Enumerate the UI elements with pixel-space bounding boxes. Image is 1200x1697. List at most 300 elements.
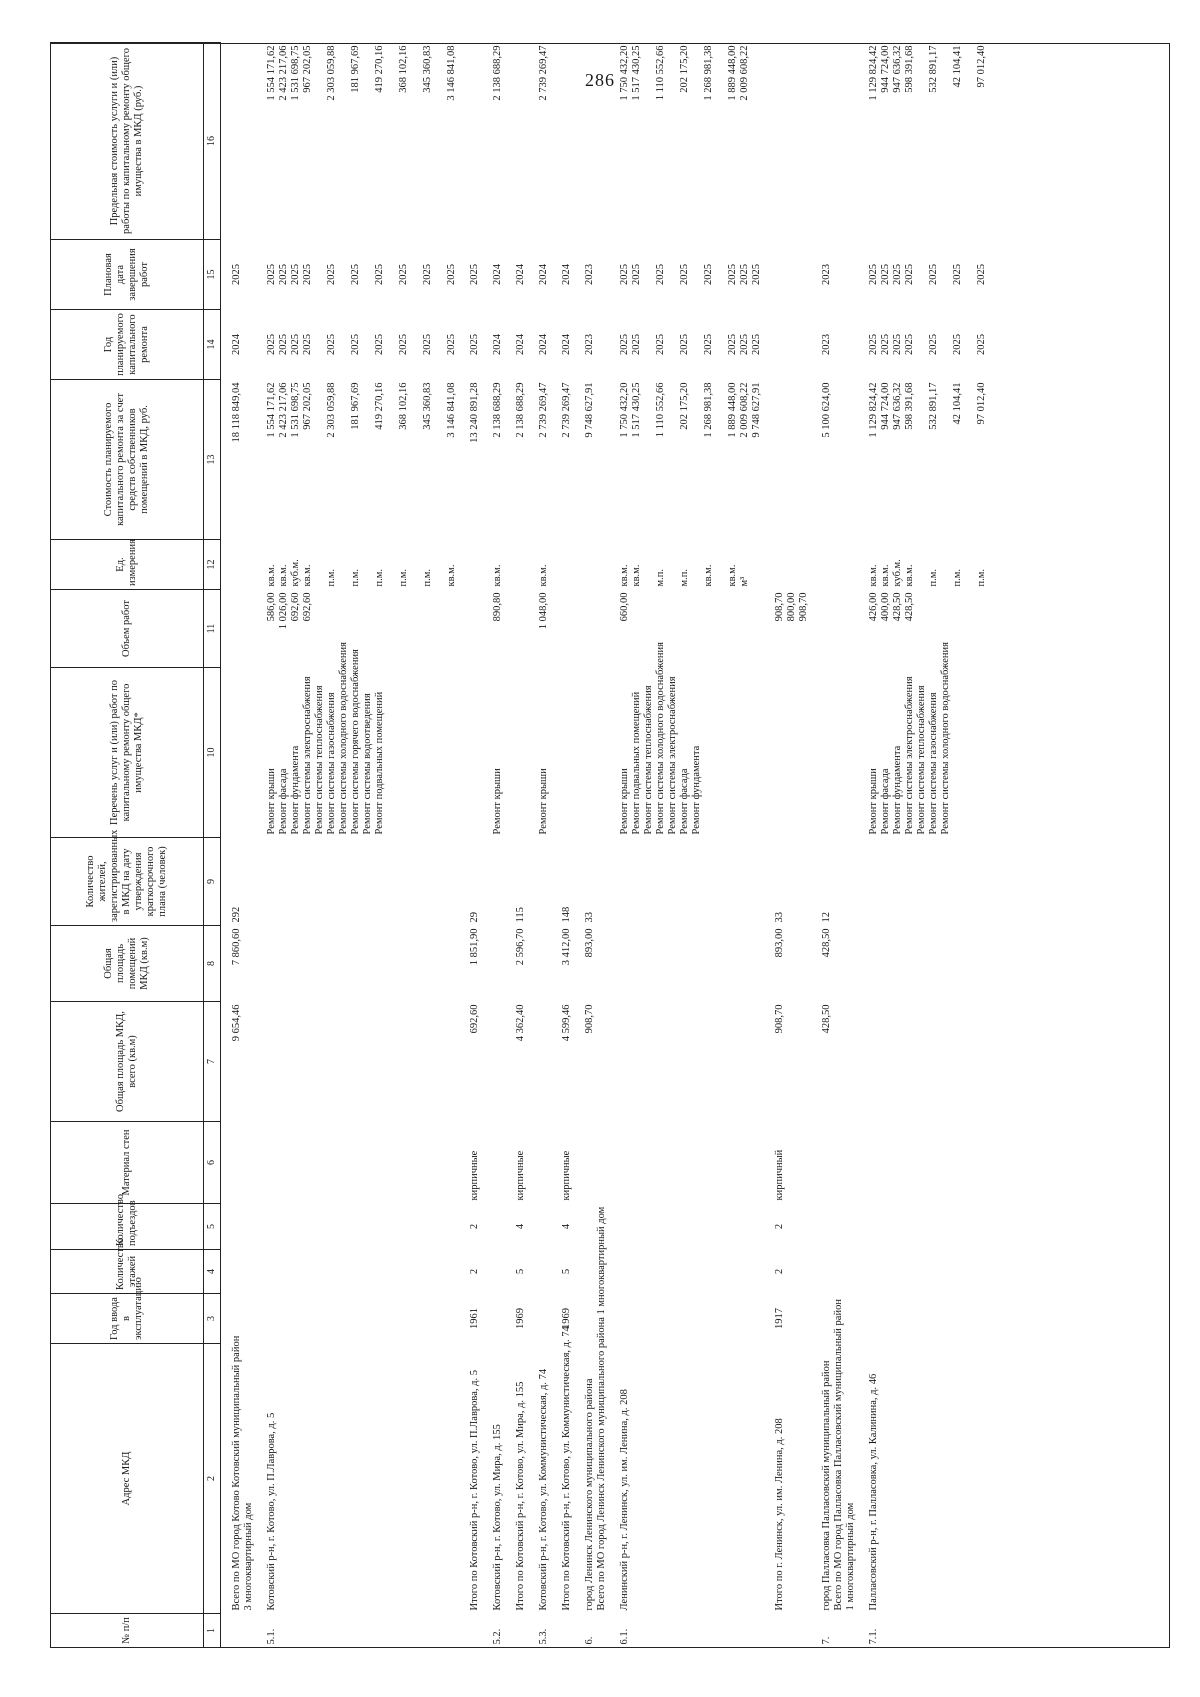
column-number: 6 — [204, 1122, 221, 1204]
cell-line: 2023 — [584, 334, 595, 355]
cell-res — [482, 838, 505, 926]
cell-line: 3 146 841,08 — [446, 45, 457, 101]
cell-line: Ремонт системы холодного водоснабжения — [655, 642, 666, 835]
cell-unit — [505, 540, 528, 590]
cell-p: 4 — [515, 1223, 526, 1230]
cell-addr — [609, 1344, 764, 1614]
column-header: Год планируемого капитального ремонта — [51, 310, 204, 380]
cell-yr — [609, 310, 764, 380]
cell-line: город Палласовка Палласовский муниципальный район — [821, 1360, 832, 1611]
column-number: 14 — [204, 310, 221, 380]
table-row — [811, 43, 858, 1648]
cell-line: 2025 — [976, 334, 987, 355]
cell-line — [314, 543, 326, 587]
cell-line: Ремонт фасада — [880, 768, 891, 835]
header-row — [51, 43, 204, 1648]
cell-line: 18 118 849,04 — [231, 382, 242, 443]
cell-line: Ремонт крыши — [538, 768, 549, 835]
cell-line: п.м. — [350, 568, 361, 587]
cell-line — [643, 543, 655, 587]
cell-line: 2025 — [231, 264, 242, 285]
cell-line: 42 104,41 — [952, 45, 963, 88]
table-row — [609, 43, 764, 1648]
cell-line: Ремонт крыши — [492, 768, 503, 835]
cell-line: 2025 — [446, 264, 457, 285]
cell-line: 2025 — [952, 264, 963, 285]
cell-a8: 2 596,70 — [515, 928, 526, 966]
table-row — [256, 43, 459, 1648]
column-number: 5 — [204, 1204, 221, 1250]
table-row — [858, 43, 989, 1648]
cell-m — [482, 1122, 505, 1204]
cell-line: 944 724,00 — [880, 382, 891, 430]
cell-end — [459, 240, 482, 310]
cell-line: Ремонт фундамента — [691, 745, 702, 835]
cell-cost — [528, 380, 551, 540]
cell-line: 1 517 430,25 — [631, 382, 642, 438]
cell-line: 2025 — [739, 264, 750, 285]
cell-end — [256, 240, 459, 310]
cell-line: 2025 — [278, 334, 289, 355]
cell-line: 428,50 — [904, 592, 915, 622]
cell-f — [256, 1250, 459, 1294]
cell-line: Ремонт системы газоснабжения — [928, 692, 939, 835]
cell-works — [764, 668, 811, 838]
cell-line: 1 026,00 — [278, 592, 289, 630]
cell-line — [667, 383, 679, 537]
cell-end — [574, 240, 609, 310]
cell-line — [410, 243, 422, 307]
cell-line: 2024 — [538, 334, 549, 355]
cell-line — [362, 46, 374, 237]
cell-vol — [811, 590, 858, 668]
cell-m — [221, 1122, 257, 1204]
cell-unit — [482, 540, 505, 590]
cell-a7: 908,70 — [584, 1004, 595, 1034]
cell-line: м.п. — [655, 568, 666, 587]
cell-p: 2 — [469, 1223, 480, 1230]
cell-line: 1 750 432,20 — [619, 45, 630, 101]
cell-line: Ремонт системы водоотведения — [362, 693, 373, 835]
cell-line: 2025 — [904, 334, 915, 355]
cell-vol — [482, 590, 505, 668]
cell-line: 1 110 552,66 — [655, 45, 666, 101]
cell-line: 1 268 981,38 — [703, 382, 714, 438]
cell-line: 908,70 — [774, 592, 785, 622]
cell-end — [221, 240, 257, 310]
cell-lim — [528, 43, 551, 240]
cell-works — [858, 642, 989, 838]
cell-m: кирпичный — [774, 1149, 785, 1201]
cell-y: 1969 — [561, 1308, 572, 1329]
cell-line — [362, 383, 374, 537]
cell-line: 1 517 430,25 — [631, 45, 642, 101]
cell-lim — [551, 43, 574, 240]
cell-line — [338, 243, 350, 307]
cell-works — [574, 668, 609, 838]
column-number: 4 — [204, 1250, 221, 1294]
cell-line: кв.м. — [538, 564, 549, 587]
cell-line: 2025 — [290, 334, 301, 355]
cell-line — [314, 313, 326, 377]
cell-line: 1 531 698,75 — [290, 382, 301, 438]
cell-line: 2 138 688,29 — [515, 382, 526, 438]
cell-line — [667, 313, 679, 377]
cell-line: 2 303 059,88 — [326, 45, 337, 101]
cell-line — [916, 383, 928, 537]
cell-line: 400,00 — [880, 592, 891, 622]
cell-line: 1 129 824,42 — [868, 382, 879, 438]
cell-line: кв.м. — [868, 564, 879, 587]
cell-line: 2025 — [904, 264, 915, 285]
cell-line: 2025 — [350, 264, 361, 285]
cell-line: 2025 — [880, 334, 891, 355]
cell-line: 1 268 981,38 — [703, 45, 714, 101]
cell-line — [940, 243, 952, 307]
cell-line: куб.м. — [290, 559, 301, 587]
cell-line — [386, 543, 398, 587]
cell-y — [609, 1294, 764, 1344]
cell-line — [338, 46, 350, 237]
column-number: 9 — [204, 838, 221, 926]
cell-n: 5.1. — [266, 1628, 277, 1645]
cell-addr — [482, 1344, 505, 1614]
cell-f — [482, 1250, 505, 1294]
cell-line: 2025 — [266, 334, 277, 355]
cell-line: 2024 — [561, 334, 572, 355]
cell-line: 2024 — [515, 264, 526, 285]
cell-line — [338, 543, 350, 587]
cell-line: Итого по Котовский р-н, г. Котово, ул. П.Лаврова, д. 5 — [469, 1370, 480, 1611]
cell-line — [338, 383, 350, 537]
cell-line: кв.м. — [703, 564, 714, 587]
cell-works — [505, 668, 528, 838]
cell-res — [609, 838, 764, 926]
table-row — [574, 43, 609, 1648]
cell-y — [858, 1294, 989, 1344]
cell-line — [940, 543, 952, 587]
cell-n — [551, 1614, 574, 1648]
cell-n — [459, 1614, 482, 1648]
cell-line: 2025 — [374, 264, 385, 285]
cell-line — [386, 46, 398, 237]
cell-lim — [811, 43, 858, 240]
cell-end — [528, 240, 551, 310]
cell-line: 5 100 624,00 — [821, 382, 832, 438]
cell-line: п.м. — [976, 568, 987, 587]
column-header: Общая площадь МКД, всего (кв.м) — [51, 1002, 204, 1122]
cell-line — [362, 543, 374, 587]
cell-line: 2 009 608,22 — [739, 45, 750, 101]
cell-f — [811, 1250, 858, 1294]
cell-vol — [459, 590, 482, 668]
cell-a7 — [256, 1002, 459, 1122]
cell-line: 2025 — [326, 264, 337, 285]
cell-line — [434, 543, 446, 587]
cell-line — [715, 46, 727, 237]
cell-line: 2025 — [469, 264, 480, 285]
cell-line: Всего по МО город Котово Котовский муниципальный район — [231, 1335, 242, 1611]
cell-line: 3 многоквартирный дом — [243, 1502, 254, 1611]
cell-lim — [482, 43, 505, 240]
cell-a7: 692,60 — [469, 1004, 480, 1034]
cell-line: кв.м. — [619, 564, 630, 587]
cell-line: кв.м. — [446, 564, 457, 587]
cell-line: п.м. — [952, 568, 963, 587]
cell-a7: 908,70 — [774, 1004, 785, 1034]
cell-line: 800,00 — [786, 592, 797, 622]
cell-line — [940, 313, 952, 377]
cell-line: кв.м. — [492, 564, 503, 587]
cell-yr — [482, 310, 505, 380]
column-header: Стоимость планируемого капитального ремонта за счет средств собственников помещений в МКД, руб. — [51, 380, 204, 540]
cell-line: 2 423 217,06 — [278, 382, 289, 438]
cell-yr — [551, 310, 574, 380]
cell-line: 2025 — [422, 334, 433, 355]
cell-line: Ремонт фундамента — [290, 745, 301, 835]
cell-a7: 428,50 — [821, 1004, 832, 1034]
cell-line: 2025 — [703, 334, 714, 355]
cell-works — [221, 668, 257, 838]
cell-end — [609, 240, 764, 310]
cell-line: 967 202,05 — [302, 382, 313, 430]
cell-line — [434, 313, 446, 377]
cell-addr — [551, 1326, 574, 1614]
cell-line: Итого по Котовский р-н, г. Котово, ул. Коммунистическая, д. 74 — [561, 1326, 572, 1611]
cell-line — [691, 383, 703, 537]
cell-line: 2025 — [290, 264, 301, 285]
cell-line: 2025 — [398, 334, 409, 355]
cell-end — [482, 240, 505, 310]
column-number: 16 — [204, 43, 221, 240]
cell-line — [964, 543, 976, 587]
cell-line: 947 636,32 — [892, 382, 903, 430]
cell-f: 2 — [469, 1268, 480, 1275]
cell-lim — [609, 43, 764, 240]
cell-line — [643, 313, 655, 377]
cell-line: 2023 — [584, 264, 595, 285]
cell-line: 42 104,41 — [952, 382, 963, 425]
cell-a8: 3 412,00 — [561, 928, 572, 966]
cell-line: 2025 — [868, 264, 879, 285]
cell-line: 345 360,83 — [422, 45, 433, 93]
page-number: 286 — [585, 70, 615, 90]
cell-addr — [221, 1335, 257, 1614]
cell-line: 2025 — [619, 264, 630, 285]
cell-addr — [858, 1344, 989, 1614]
cell-line — [715, 313, 727, 377]
cell-m — [256, 1122, 459, 1204]
cell-line: 2025 — [679, 264, 690, 285]
table-row — [764, 43, 811, 1648]
cell-line — [314, 383, 326, 537]
cell-line: 2025 — [727, 334, 738, 355]
column-header: Ед. измерения — [51, 540, 204, 590]
cell-line: 2025 — [278, 264, 289, 285]
cell-line: Ремонт системы теплоснабжения — [916, 685, 927, 835]
cell-line: 2024 — [561, 264, 572, 285]
column-number: 7 — [204, 1002, 221, 1122]
cell-line: Ленинский р-н, г. Ленинск, ул. им. Ленина, д. 208 — [619, 1389, 630, 1611]
table-row — [505, 43, 528, 1648]
cell-a7: 4 362,40 — [515, 1004, 526, 1042]
cell-line — [434, 243, 446, 307]
cell-line — [410, 313, 422, 377]
cell-end — [505, 240, 528, 310]
rotated-table-sheet — [50, 43, 1170, 1648]
cell-line: п.м. — [326, 568, 337, 587]
cell-res: 33 — [774, 912, 785, 923]
cell-addr — [528, 1344, 551, 1614]
cell-vol — [528, 590, 551, 668]
cell-line — [916, 46, 928, 237]
cell-m: кирпичные — [561, 1150, 572, 1201]
cell-cost — [221, 380, 257, 540]
cell-line: 2025 — [374, 334, 385, 355]
cell-line — [715, 383, 727, 537]
cell-line: Итого по Котовский р-н, г. Котово, ул. Мира, д. 155 — [515, 1381, 526, 1611]
column-header: Материал стен — [51, 1122, 204, 1204]
cell-lim — [459, 43, 482, 240]
cell-line: 2023 — [821, 264, 832, 285]
cell-unit — [764, 540, 811, 590]
cell-f: 5 — [561, 1268, 572, 1275]
cell-line: куб.м. — [892, 559, 903, 587]
cell-line: 428,50 — [892, 592, 903, 622]
cell-cost — [858, 380, 989, 540]
cell-unit — [811, 540, 858, 590]
cell-addr — [256, 1344, 459, 1614]
column-header: Количество подъездов — [51, 1204, 204, 1250]
cell-a8: 1 851,90 — [469, 928, 480, 966]
cell-line: город Ленинск Ленинского муниципального района — [584, 1378, 595, 1611]
cell-line: Ремонт системы электроснабжения — [302, 676, 313, 835]
cell-line: Ремонт крыши — [266, 768, 277, 835]
cell-line: п.м. — [374, 568, 385, 587]
cell-a8 — [528, 926, 551, 1002]
cell-n: 6. — [584, 1636, 595, 1645]
cell-line — [643, 383, 655, 537]
cell-f — [609, 1250, 764, 1294]
cell-vol — [764, 590, 811, 668]
cell-end — [764, 240, 811, 310]
column-number: 15 — [204, 240, 221, 310]
cell-vol — [505, 590, 528, 668]
cell-yr — [574, 310, 609, 380]
cell-line: Ремонт подвальных помещений — [374, 691, 385, 835]
cell-line: 2025 — [727, 264, 738, 285]
cell-line: 426,00 — [868, 592, 879, 622]
cell-line — [964, 383, 976, 537]
cell-cost — [574, 380, 609, 540]
cell-vol — [609, 590, 764, 668]
cell-a8 — [858, 926, 989, 1002]
cell-line — [715, 543, 727, 587]
cell-p — [609, 1204, 764, 1250]
cell-lim — [505, 43, 528, 240]
cell-a7: 9 654,46 — [231, 1004, 242, 1042]
cell-line — [410, 46, 422, 237]
cell-line — [964, 243, 976, 307]
cell-lim — [221, 43, 257, 240]
column-header: Предельная стоимость услуги и (или) работы по капитальному ремонту общего имущества в МКД (руб.) — [51, 43, 204, 240]
cell-line: 2025 — [631, 334, 642, 355]
cell-line: 2 739 269,47 — [538, 45, 549, 101]
cell-line — [691, 243, 703, 307]
cell-res: 33 — [584, 912, 595, 923]
cell-vol — [551, 590, 574, 668]
cell-line: 9 748 627,91 — [584, 382, 595, 438]
cell-line: 532 891,17 — [928, 45, 939, 93]
cell-line — [362, 243, 374, 307]
table-row — [221, 43, 257, 1648]
cell-line — [916, 543, 928, 587]
cell-m: кирпичные — [515, 1150, 526, 1201]
cell-works — [609, 642, 764, 838]
cell-line: 2025 — [751, 334, 762, 355]
cell-cost — [609, 380, 764, 540]
cell-works — [551, 668, 574, 838]
cell-line: 944 724,00 — [880, 45, 891, 93]
cell-y — [256, 1294, 459, 1344]
column-header: № п/п — [51, 1614, 204, 1648]
cell-yr — [505, 310, 528, 380]
cell-line: м³ — [739, 576, 750, 587]
cell-p — [858, 1204, 989, 1250]
cell-line — [338, 313, 350, 377]
cell-line — [916, 243, 928, 307]
cell-addr — [574, 1206, 609, 1614]
cell-line — [434, 46, 446, 237]
cell-addr — [505, 1344, 528, 1614]
cell-line: 1 531 698,75 — [290, 45, 301, 101]
cell-line: 2023 — [821, 334, 832, 355]
cell-line: кв.м. — [278, 564, 289, 587]
cell-a8 — [256, 926, 459, 1002]
cell-line: 2025 — [631, 264, 642, 285]
cell-f: 2 — [774, 1268, 785, 1275]
cell-line — [691, 543, 703, 587]
cell-line: 9 748 627,91 — [751, 382, 762, 438]
cell-f — [221, 1250, 257, 1294]
cell-line: Ремонт системы электроснабжения — [667, 676, 678, 835]
cell-line: Котовский р-н, г. Котово, ул. Коммунистическая, д. 74 — [538, 1368, 549, 1611]
cell-line: 2025 — [739, 334, 750, 355]
cell-line: 908,70 — [798, 592, 809, 622]
cell-vol — [221, 590, 257, 668]
cell-line: Итого по г. Ленинск, ул. им. Ленина, д. 208 — [774, 1418, 785, 1611]
cell-end — [811, 240, 858, 310]
cell-n: 6.1. — [619, 1628, 630, 1645]
column-number: 8 — [204, 926, 221, 1002]
cell-line: Всего по МО город Палласовка Палласовский муниципальный район — [833, 1299, 844, 1611]
cell-p — [482, 1204, 505, 1250]
table-body — [221, 43, 990, 1648]
cell-line — [964, 46, 976, 237]
column-number: 10 — [204, 668, 221, 838]
cell-line: 13 240 891,28 — [469, 382, 480, 443]
cell-line: 202 175,20 — [679, 45, 690, 93]
cell-line: 532 891,17 — [928, 382, 939, 430]
cell-line: 2 138 688,29 — [492, 382, 503, 438]
cell-line: 2024 — [492, 334, 503, 355]
table-row — [482, 43, 505, 1648]
cell-line — [434, 383, 446, 537]
cell-unit — [221, 540, 257, 590]
cell-p: 2 — [774, 1223, 785, 1230]
cell-line: 692,60 — [290, 592, 301, 622]
cell-p — [221, 1204, 257, 1250]
